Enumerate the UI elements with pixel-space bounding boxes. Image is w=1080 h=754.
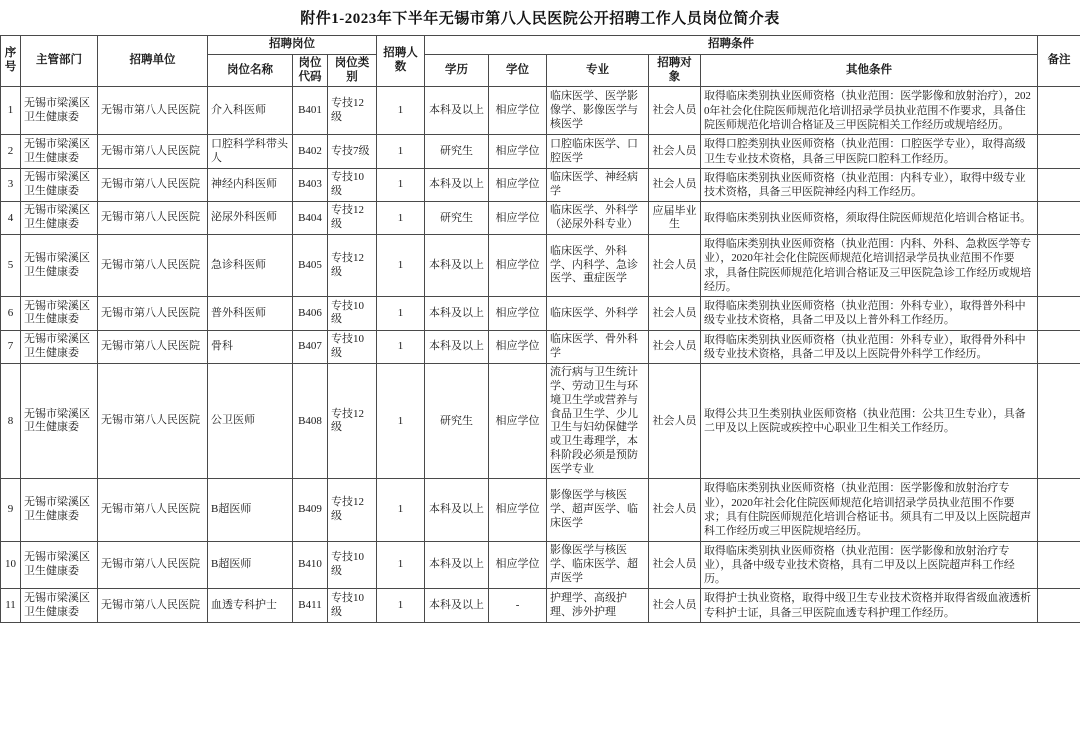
cell-post-name: 介入科医师 [208, 87, 293, 135]
cell-degree: 相应学位 [489, 234, 547, 296]
cell-other-conditions: 取得临床类别执业医师资格，须取得住院医师规范化培训合格证书。 [701, 202, 1038, 235]
header-other-conditions: 其他条件 [701, 54, 1038, 87]
cell-other-conditions: 取得护士执业资格，取得中级卫生专业技术资格并取得省级血液透析专科护士证，具备三甲医院血透专科护理工作经历。 [701, 589, 1038, 623]
cell-post-category: 专技12级 [328, 479, 377, 541]
cell-remarks [1038, 589, 1080, 623]
table-row [1, 202, 1080, 235]
table-row [1, 541, 1080, 589]
cell-recruiting-unit: 无锡市第八人民医院 [98, 479, 208, 541]
table-body [1, 87, 1080, 623]
cell-post-code: B408 [293, 364, 328, 479]
cell-education: 本科及以上 [425, 234, 489, 296]
cell-remarks [1038, 168, 1080, 202]
header-row-top [1, 36, 1080, 55]
cell-remarks [1038, 479, 1080, 541]
cell-post-name: 泌尿外科医师 [208, 202, 293, 235]
cell-target: 社会人员 [649, 589, 701, 623]
cell-major: 临床医学、神经病学 [547, 168, 649, 202]
cell-headcount: 1 [377, 589, 425, 623]
cell-education: 本科及以上 [425, 297, 489, 331]
cell-post-category: 专技12级 [328, 234, 377, 296]
page-title: 附件1-2023年下半年无锡市第八人民医院公开招聘工作人员岗位简介表 [300, 11, 780, 27]
cell-degree: 相应学位 [489, 87, 547, 135]
cell-remarks [1038, 364, 1080, 479]
header-post-name: 岗位名称 [208, 54, 293, 87]
cell-education: 研究生 [425, 202, 489, 235]
cell-other-conditions: 取得临床类别执业医师资格（执业范围：外科专业），取得骨外科中级专业技术资格，具备二甲及以上医院骨外科学工作经历。 [701, 330, 1038, 364]
cell-post-code: B411 [293, 589, 328, 623]
cell-major: 临床医学、外科学 [547, 297, 649, 331]
cell-supervising-dept: 无锡市梁溪区卫生健康委 [21, 364, 98, 479]
cell-education: 研究生 [425, 364, 489, 479]
header-target: 招聘对象 [649, 54, 701, 87]
cell-post-code: B407 [293, 330, 328, 364]
cell-recruiting-unit: 无锡市第八人民医院 [98, 135, 208, 169]
cell-other-conditions: 取得临床类别执业医师资格（执业范围：内科、外科、急救医学等专业），2020年社会化住院医师规范化培训招录学员执业范围不作要求，具备住院医师规范化培训合格证及三甲医院急诊工作经历或规培经历。 [701, 234, 1038, 296]
cell-headcount: 1 [377, 364, 425, 479]
cell-post-code: B404 [293, 202, 328, 235]
cell-post-name: 神经内科医师 [208, 168, 293, 202]
cell-degree: 相应学位 [489, 479, 547, 541]
table-row [1, 589, 1080, 623]
cell-supervising-dept: 无锡市梁溪区卫生健康委 [21, 330, 98, 364]
cell-headcount: 1 [377, 87, 425, 135]
cell-headcount: 1 [377, 234, 425, 296]
cell-post-name: 骨科 [208, 330, 293, 364]
table-head [1, 36, 1080, 87]
header-remarks: 备注 [1038, 36, 1080, 87]
cell-other-conditions: 取得临床类别执业医师资格（执业范围：医学影像和放射治疗专业），2020年社会化住院医师规范化培训招录学员执业范围不作要求；具有住院医师规范化培训合格证书。须具有二甲及以上医院超声科工作经历或三甲医院规培经历。 [701, 479, 1038, 541]
cell-degree: 相应学位 [489, 330, 547, 364]
header-supervising-dept: 主管部门 [21, 36, 98, 87]
cell-headcount: 1 [377, 168, 425, 202]
cell-target: 社会人员 [649, 234, 701, 296]
cell-degree: 相应学位 [489, 135, 547, 169]
cell-target: 社会人员 [649, 479, 701, 541]
cell-post-name: B超医师 [208, 541, 293, 589]
cell-recruiting-unit: 无锡市第八人民医院 [98, 364, 208, 479]
table-row [1, 168, 1080, 202]
header-education: 学历 [425, 54, 489, 87]
cell-post-code: B405 [293, 234, 328, 296]
cell-headcount: 1 [377, 541, 425, 589]
header-headcount: 招聘人数 [377, 36, 425, 87]
cell-recruiting-unit: 无锡市第八人民医院 [98, 87, 208, 135]
table-row [1, 87, 1080, 135]
cell-index: 6 [1, 297, 21, 331]
header-index: 序号 [1, 36, 21, 87]
cell-index: 10 [1, 541, 21, 589]
cell-headcount: 1 [377, 479, 425, 541]
cell-target: 应届毕业生 [649, 202, 701, 235]
cell-other-conditions: 取得公共卫生类别执业医师资格（执业范围：公共卫生专业），具备二甲及以上医院或疾控中心职业卫生相关工作经历。 [701, 364, 1038, 479]
cell-post-category: 专技10级 [328, 297, 377, 331]
cell-remarks [1038, 234, 1080, 296]
cell-remarks [1038, 330, 1080, 364]
header-major: 专业 [547, 54, 649, 87]
cell-other-conditions: 取得临床类别执业医师资格（执业范围：医学影像和放射治疗），2020年社会化住院医师规范化培训招录学员执业范围不作要求，具备住院医师规范化培训合格证及三甲医院相关工作经历或规培经历。 [701, 87, 1038, 135]
cell-recruiting-unit: 无锡市第八人民医院 [98, 330, 208, 364]
cell-index: 2 [1, 135, 21, 169]
cell-major: 影像医学与核医学、临床医学、超声医学 [547, 541, 649, 589]
cell-post-code: B410 [293, 541, 328, 589]
cell-target: 社会人员 [649, 297, 701, 331]
header-recruit-conditions-group: 招聘条件 [425, 36, 1038, 55]
cell-recruiting-unit: 无锡市第八人民医院 [98, 589, 208, 623]
cell-post-category: 专技10级 [328, 330, 377, 364]
job-positions-table [0, 35, 1080, 623]
cell-degree: 相应学位 [489, 364, 547, 479]
cell-supervising-dept: 无锡市梁溪区卫生健康委 [21, 87, 98, 135]
cell-target: 社会人员 [649, 168, 701, 202]
cell-recruiting-unit: 无锡市第八人民医院 [98, 202, 208, 235]
cell-remarks [1038, 297, 1080, 331]
cell-education: 本科及以上 [425, 479, 489, 541]
table-row [1, 135, 1080, 169]
cell-education: 本科及以上 [425, 87, 489, 135]
cell-post-category: 专技7级 [328, 135, 377, 169]
cell-index: 9 [1, 479, 21, 541]
cell-post-name: 公卫医师 [208, 364, 293, 479]
header-recruiting-unit: 招聘单位 [98, 36, 208, 87]
table-row [1, 364, 1080, 479]
cell-degree: 相应学位 [489, 297, 547, 331]
cell-headcount: 1 [377, 330, 425, 364]
cell-target: 社会人员 [649, 330, 701, 364]
cell-education: 研究生 [425, 135, 489, 169]
cell-post-category: 专技10级 [328, 168, 377, 202]
cell-post-name: 普外科医师 [208, 297, 293, 331]
cell-index: 8 [1, 364, 21, 479]
cell-remarks [1038, 202, 1080, 235]
cell-index: 7 [1, 330, 21, 364]
cell-education: 本科及以上 [425, 589, 489, 623]
cell-post-name: B超医师 [208, 479, 293, 541]
cell-post-category: 专技12级 [328, 202, 377, 235]
cell-major: 临床医学、骨外科学 [547, 330, 649, 364]
cell-post-name: 血透专科护士 [208, 589, 293, 623]
cell-major: 流行病与卫生统计学、劳动卫生与环境卫生学或营养与食品卫生学、少儿卫生与妇幼保健学或卫生毒理学，本科阶段必须是预防医学专业 [547, 364, 649, 479]
cell-remarks [1038, 541, 1080, 589]
cell-degree: 相应学位 [489, 202, 547, 235]
cell-post-category: 专技12级 [328, 364, 377, 479]
cell-headcount: 1 [377, 202, 425, 235]
cell-major: 影像医学与核医学、超声医学、临床医学 [547, 479, 649, 541]
cell-index: 3 [1, 168, 21, 202]
cell-post-name: 急诊科医师 [208, 234, 293, 296]
cell-headcount: 1 [377, 135, 425, 169]
cell-other-conditions: 取得临床类别执业医师资格（执业范围：外科专业），取得普外科中级专业技术资格，具备二甲及以上普外科工作经历。 [701, 297, 1038, 331]
header-recruit-post-group: 招聘岗位 [208, 36, 377, 55]
cell-post-category: 专技10级 [328, 589, 377, 623]
cell-other-conditions: 取得临床类别执业医师资格（执业范围：医学影像和放射治疗专业），具备中级专业技术资格，具有二甲及以上医院超声科工作经历。 [701, 541, 1038, 589]
cell-supervising-dept: 无锡市梁溪区卫生健康委 [21, 135, 98, 169]
cell-post-category: 专技10级 [328, 541, 377, 589]
cell-degree: 相应学位 [489, 541, 547, 589]
table-row [1, 330, 1080, 364]
table-row [1, 234, 1080, 296]
cell-post-code: B406 [293, 297, 328, 331]
cell-post-category: 专技12级 [328, 87, 377, 135]
cell-major: 口腔临床医学、口腔医学 [547, 135, 649, 169]
cell-degree: 相应学位 [489, 168, 547, 202]
cell-supervising-dept: 无锡市梁溪区卫生健康委 [21, 168, 98, 202]
cell-education: 本科及以上 [425, 541, 489, 589]
cell-post-code: B403 [293, 168, 328, 202]
cell-index: 1 [1, 87, 21, 135]
cell-other-conditions: 取得口腔类别执业医师资格（执业范围：口腔医学专业），取得高级卫生专业技术资格，具备三甲医院口腔科工作经历。 [701, 135, 1038, 169]
cell-post-code: B401 [293, 87, 328, 135]
header-post-code: 岗位代码 [293, 54, 328, 87]
cell-supervising-dept: 无锡市梁溪区卫生健康委 [21, 202, 98, 235]
cell-target: 社会人员 [649, 135, 701, 169]
cell-post-name: 口腔科学科带头人 [208, 135, 293, 169]
cell-education: 本科及以上 [425, 330, 489, 364]
cell-other-conditions: 取得临床类别执业医师资格（执业范围：内科专业），取得中级专业技术资格，具备三甲医院神经内科工作经历。 [701, 168, 1038, 202]
cell-post-code: B409 [293, 479, 328, 541]
cell-target: 社会人员 [649, 364, 701, 479]
cell-index: 11 [1, 589, 21, 623]
cell-major: 临床医学、外科学（泌尿外科专业） [547, 202, 649, 235]
cell-education: 本科及以上 [425, 168, 489, 202]
cell-supervising-dept: 无锡市梁溪区卫生健康委 [21, 234, 98, 296]
cell-major: 临床医学、医学影像学、影像医学与核医学 [547, 87, 649, 135]
cell-headcount: 1 [377, 297, 425, 331]
cell-recruiting-unit: 无锡市第八人民医院 [98, 297, 208, 331]
cell-supervising-dept: 无锡市梁溪区卫生健康委 [21, 297, 98, 331]
cell-recruiting-unit: 无锡市第八人民医院 [98, 234, 208, 296]
cell-post-code: B402 [293, 135, 328, 169]
cell-major: 临床医学、外科学、内科学、急诊医学、重症医学 [547, 234, 649, 296]
cell-degree: - [489, 589, 547, 623]
cell-major: 护理学、高级护理、涉外护理 [547, 589, 649, 623]
header-degree: 学位 [489, 54, 547, 87]
cell-supervising-dept: 无锡市梁溪区卫生健康委 [21, 589, 98, 623]
table-row [1, 297, 1080, 331]
cell-remarks [1038, 87, 1080, 135]
cell-supervising-dept: 无锡市梁溪区卫生健康委 [21, 479, 98, 541]
cell-remarks [1038, 135, 1080, 169]
cell-target: 社会人员 [649, 87, 701, 135]
cell-target: 社会人员 [649, 541, 701, 589]
cell-recruiting-unit: 无锡市第八人民医院 [98, 541, 208, 589]
cell-recruiting-unit: 无锡市第八人民医院 [98, 168, 208, 202]
table-row [1, 479, 1080, 541]
cell-supervising-dept: 无锡市梁溪区卫生健康委 [21, 541, 98, 589]
cell-index: 5 [1, 234, 21, 296]
cell-index: 4 [1, 202, 21, 235]
header-post-category: 岗位类别 [328, 54, 377, 87]
